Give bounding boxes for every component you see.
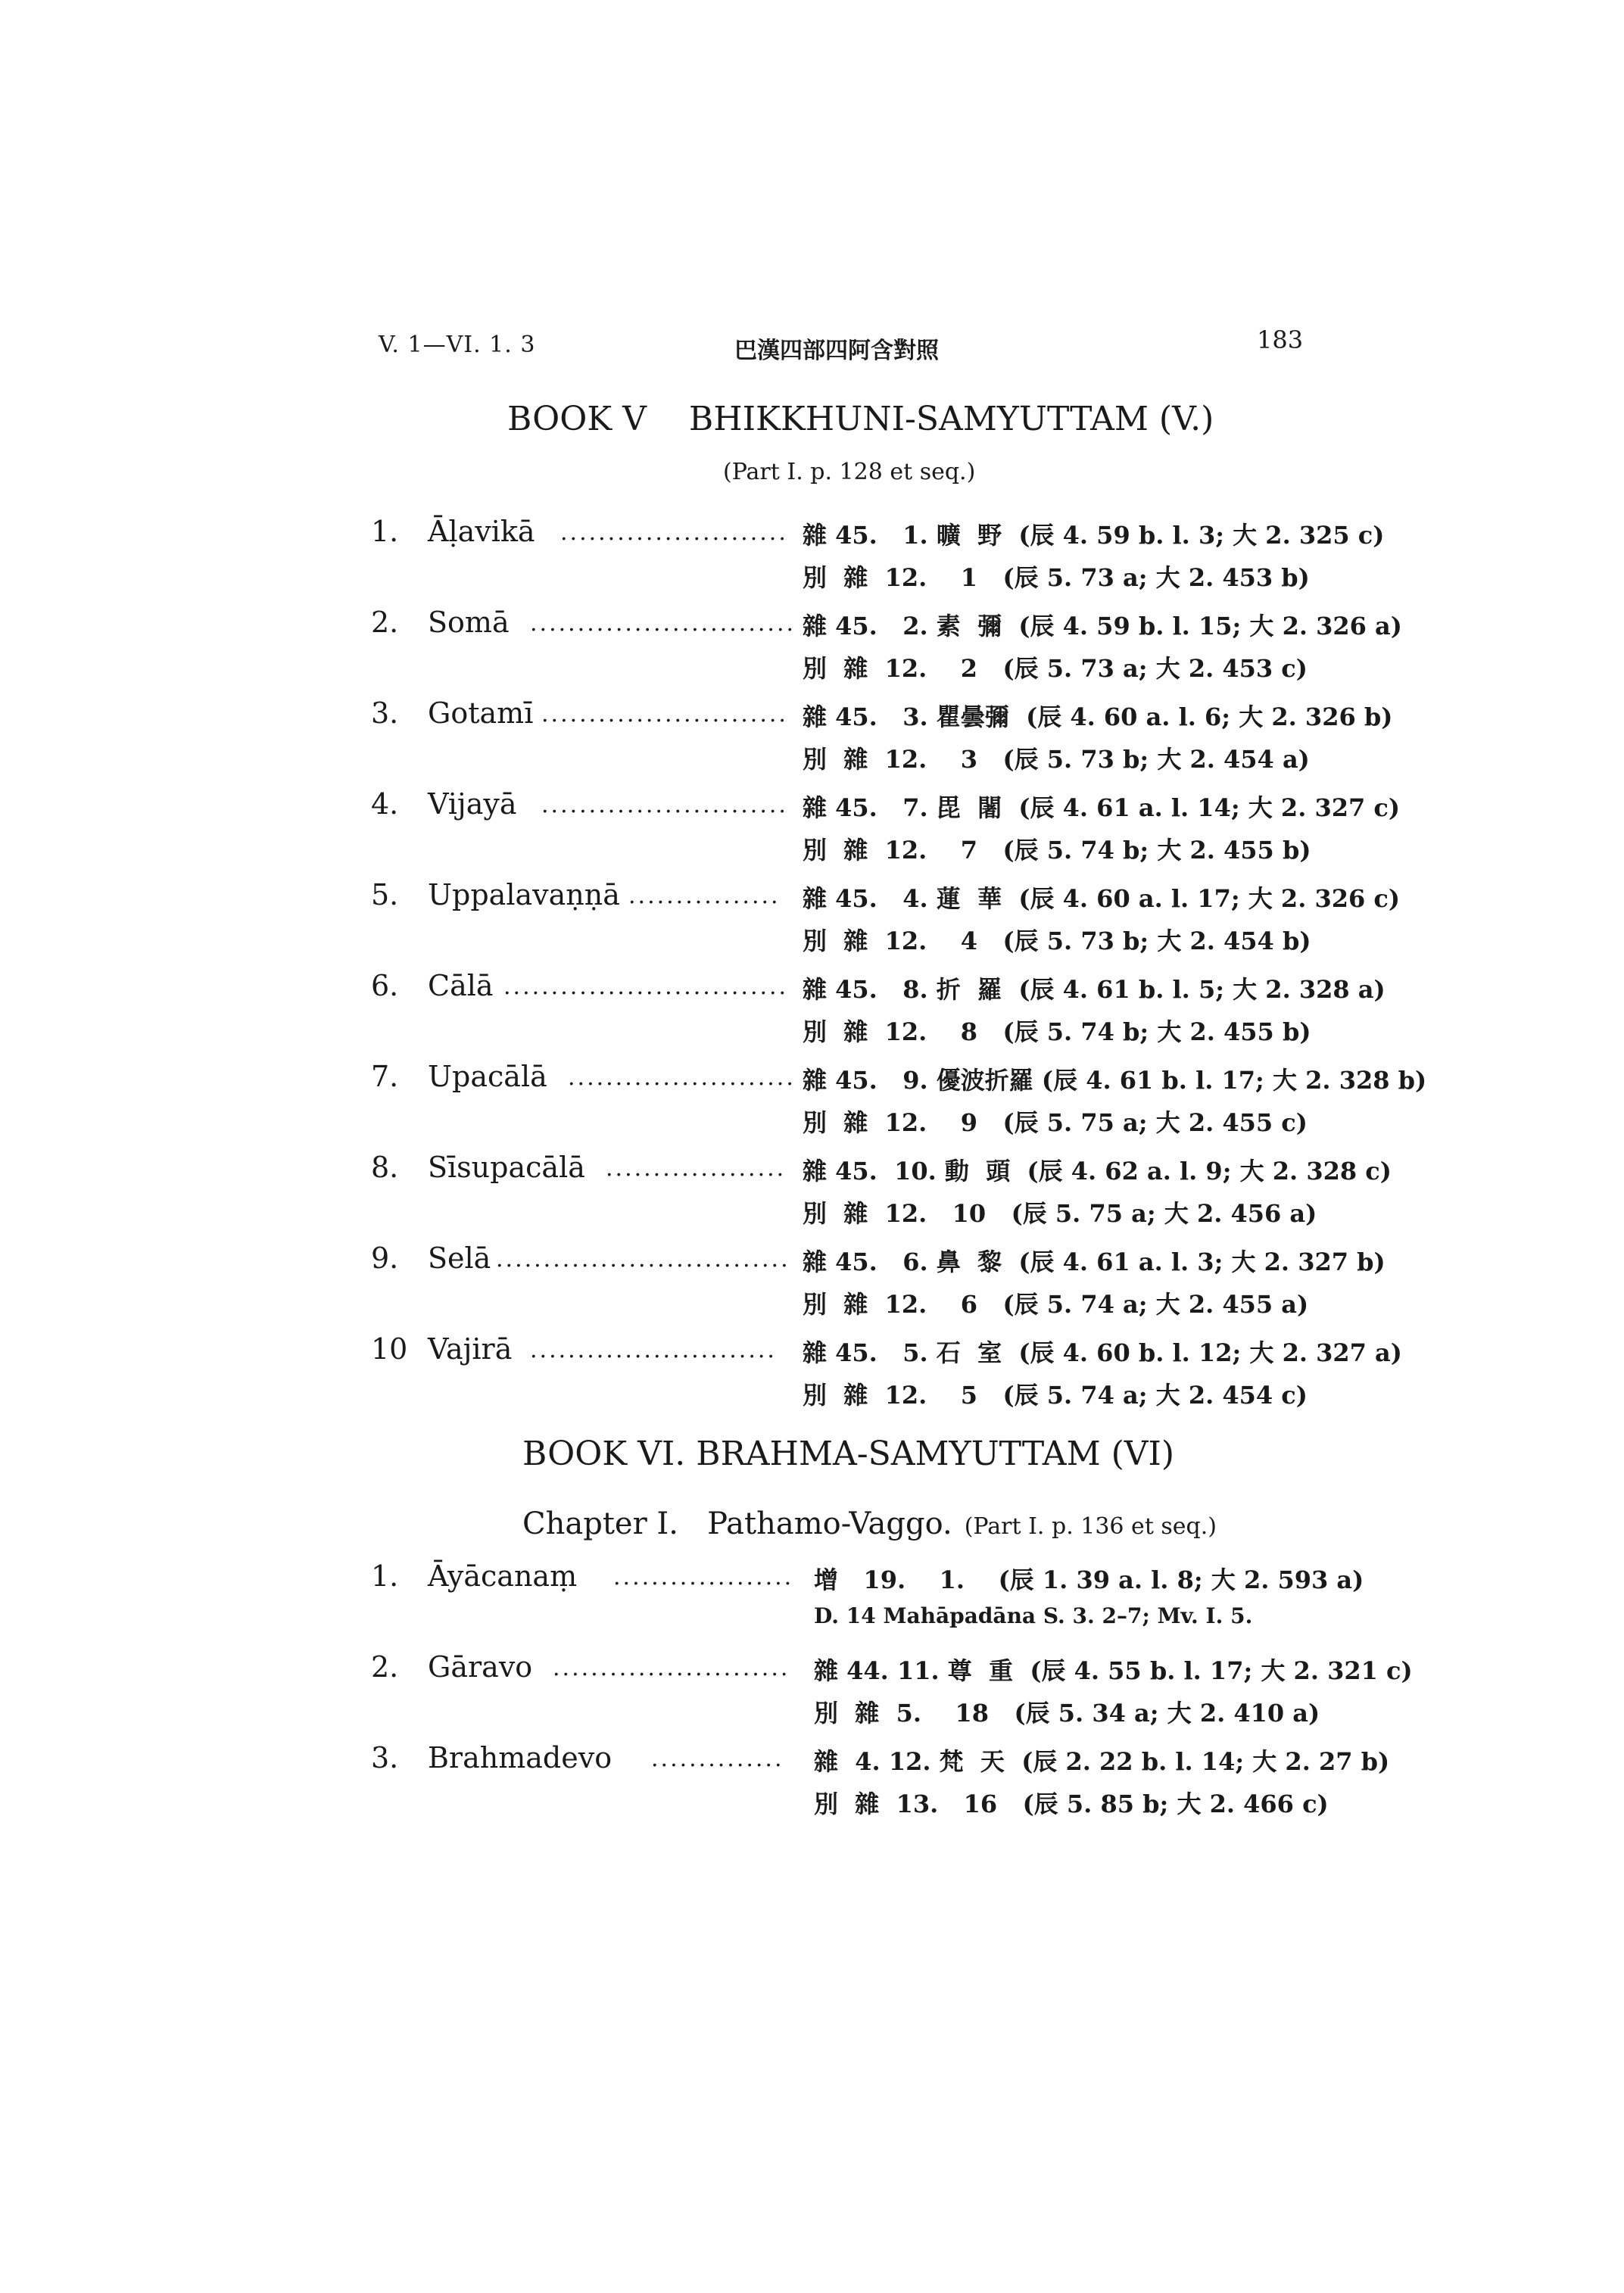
- book6-title: BOOK VI. BRAHMA-SAMYUTTAM (VI): [522, 1435, 1175, 1473]
- list-item: [0, 606, 1624, 693]
- entry-sub-row: [0, 740, 1624, 778]
- entry-name: Uppalavaṇṇā: [428, 878, 620, 911]
- dot-leader: ...................: [606, 1155, 787, 1182]
- entry-sub-row: [0, 831, 1624, 869]
- entry-source-reference: 雜 45. 1. 曠 野 (辰 4. 59 b. l. 3; 大 2. 325 c): [803, 521, 1385, 550]
- entry-source-reference: 雜 45. 4. 蓮 華 (辰 4. 60 a. l. 17; 大 2. 326 c): [803, 884, 1401, 913]
- entry-name: Sīsupacālā: [428, 1151, 585, 1184]
- entry-parallel-reference: 別 雜 12. 2 (辰 5. 73 a; 大 2. 453 c): [803, 654, 1308, 683]
- entry-sub-row: [0, 1285, 1624, 1323]
- entry-sub-row: [0, 1013, 1624, 1051]
- entry-number: 3.: [371, 696, 399, 730]
- entry-name: Gāravo: [428, 1650, 533, 1684]
- entry-source-reference: 雜 45. 7. 毘 闍 (辰 4. 61 a. l. 14; 大 2. 327 c): [803, 793, 1401, 822]
- list-item: [0, 515, 1624, 603]
- entry-main-row: [0, 515, 1624, 553]
- entry-name: Somā: [428, 606, 510, 639]
- entry-name: Selā: [428, 1242, 491, 1275]
- entry-parallel-reference: 別 雜 13. 16 (辰 5. 85 b; 大 2. 466 c): [814, 1790, 1329, 1818]
- book5-part-reference: (Part I. p. 128 et seq.): [723, 459, 976, 485]
- entry-parallel-reference: 別 雜 12. 10 (辰 5. 75 a; 大 2. 456 a): [803, 1199, 1317, 1228]
- book5-title: BOOK V BHIKKHUNI-SAMYUTTAM (V.): [507, 400, 1214, 438]
- list-item: [0, 696, 1624, 784]
- entry-sub-row: [0, 922, 1624, 960]
- list-item: [0, 1559, 1624, 1647]
- entry-source-reference: 雜 45. 2. 素 彌 (辰 4. 59 b. l. 15; 大 2. 326 a): [803, 612, 1402, 640]
- dot-leader: ..............: [651, 1746, 784, 1772]
- entry-main-row: [0, 1151, 1624, 1189]
- entry-main-row: [0, 787, 1624, 825]
- list-item: [0, 787, 1624, 875]
- dot-leader: ............................: [530, 610, 796, 637]
- entry-number: 7.: [371, 1060, 399, 1093]
- entry-source-reference: 雜 45. 5. 石 室 (辰 4. 60 b. l. 12; 大 2. 327 a): [803, 1338, 1402, 1367]
- entry-source-reference: 雜 45. 3. 瞿曇彌 (辰 4. 60 a. l. 6; 大 2. 326 b): [803, 703, 1393, 731]
- entry-name: Brahmadevo: [428, 1741, 613, 1774]
- entry-sub-row: [0, 1195, 1624, 1232]
- entry-main-row: [0, 878, 1624, 916]
- header-title: 巴漢四部四阿含對照: [734, 338, 939, 364]
- entry-name: Āḷavikā: [428, 515, 535, 548]
- header-section-range: V. 1—VI. 1. 3: [379, 332, 536, 358]
- entry-sub-row: [0, 1694, 1624, 1732]
- entry-parallel-reference: 別 雜 12. 4 (辰 5. 73 b; 大 2. 454 b): [803, 927, 1311, 955]
- chapter-heading: [522, 1506, 1217, 1541]
- entry-number: 2.: [371, 606, 399, 639]
- dot-leader: ...................: [613, 1564, 794, 1590]
- entry-number: 5.: [371, 878, 399, 911]
- entry-parallel-reference: 別 雜 5. 18 (辰 5. 34 a; 大 2. 410 a): [814, 1699, 1320, 1728]
- chapter-part-reference: (Part I. p. 136 et seq.): [964, 1513, 1217, 1540]
- chapter-title: Chapter I. Pathamo-Vaggo.: [522, 1506, 952, 1541]
- entry-number: 1.: [371, 1559, 399, 1593]
- entry-number: 6.: [371, 969, 399, 1002]
- dot-leader: ..........................: [541, 792, 788, 818]
- entry-main-row: [0, 1332, 1624, 1370]
- list-item: [0, 1332, 1624, 1420]
- entry-parallel-reference: 別 雜 12. 3 (辰 5. 73 b; 大 2. 454 a): [803, 745, 1310, 774]
- dot-leader: ..........................: [530, 1337, 777, 1363]
- list-item: [0, 1741, 1624, 1829]
- dot-leader: ........................: [568, 1064, 796, 1091]
- page-number: 183: [1257, 326, 1304, 354]
- entry-name: Āyācanaṃ: [428, 1559, 578, 1593]
- entry-name: Vijayā: [428, 787, 517, 821]
- entry-parallel-reference: 別 雜 12. 8 (辰 5. 74 b; 大 2. 455 b): [803, 1017, 1311, 1046]
- entry-sub-row: [0, 650, 1624, 687]
- list-item: [0, 1151, 1624, 1238]
- entry-number: 8.: [371, 1151, 399, 1184]
- dot-leader: ..........................: [541, 701, 788, 727]
- dot-leader: ..............................: [503, 974, 789, 1000]
- entry-sub-row: [0, 559, 1624, 597]
- list-item: [0, 1060, 1624, 1148]
- entry-name: Upacālā: [428, 1060, 547, 1093]
- entry-number: 9.: [371, 1242, 399, 1275]
- entry-number: 4.: [371, 787, 399, 821]
- entry-sub-row: [0, 1603, 1624, 1641]
- entry-main-row: [0, 1060, 1624, 1098]
- entry-name: Cālā: [428, 969, 494, 1002]
- entry-source-reference: 雜 45. 6. 鼻 黎 (辰 4. 61 a. l. 3; 大 2. 327 b): [803, 1248, 1386, 1276]
- entry-parallel-reference: D. 14 Mahāpadāna S. 3. 2–7; Mv. I. 5.: [814, 1603, 1253, 1628]
- dot-leader: .........................: [553, 1655, 790, 1681]
- entry-number: 1.: [371, 515, 399, 548]
- entry-parallel-reference: 別 雜 12. 1 (辰 5. 73 a; 大 2. 453 b): [803, 563, 1310, 592]
- entry-main-row: [0, 696, 1624, 734]
- entry-name: Gotamī: [428, 696, 534, 730]
- list-item: [0, 878, 1624, 966]
- entry-main-row: [0, 1650, 1624, 1688]
- entry-source-reference: 雜 45. 8. 折 羅 (辰 4. 61 b. l. 5; 大 2. 328 a): [803, 975, 1386, 1004]
- list-item: [0, 969, 1624, 1057]
- entry-source-reference: 雜 4. 12. 梵 天 (辰 2. 22 b. l. 14; 大 2. 27 b): [814, 1747, 1390, 1776]
- list-item: [0, 1650, 1624, 1738]
- entry-number: 10: [371, 1332, 408, 1366]
- entry-sub-row: [0, 1785, 1624, 1823]
- entry-main-row: [0, 1559, 1624, 1597]
- dot-leader: ...............................: [496, 1246, 790, 1273]
- entry-parallel-reference: 別 雜 12. 5 (辰 5. 74 a; 大 2. 454 c): [803, 1381, 1308, 1410]
- entry-source-reference: 雜 45. 9. 優波折羅 (辰 4. 61 b. l. 17; 大 2. 328 b): [803, 1066, 1427, 1095]
- entry-sub-row: [0, 1376, 1624, 1414]
- entry-parallel-reference: 別 雜 12. 7 (辰 5. 74 b; 大 2. 455 b): [803, 836, 1311, 865]
- entry-main-row: [0, 969, 1624, 1007]
- entry-parallel-reference: 別 雜 12. 6 (辰 5. 74 a; 大 2. 455 a): [803, 1290, 1309, 1319]
- entry-main-row: [0, 1741, 1624, 1779]
- dot-leader: ........................: [560, 519, 788, 546]
- entry-source-reference: 雜 44. 11. 尊 重 (辰 4. 55 b. l. 17; 大 2. 321 c): [814, 1656, 1413, 1685]
- dot-leader: ................: [628, 883, 781, 909]
- entry-number: 3.: [371, 1741, 399, 1774]
- list-item: [0, 1242, 1624, 1329]
- entry-name: Vajirā: [428, 1332, 513, 1366]
- entry-source-reference: 雜 45. 10. 動 頭 (辰 4. 62 a. l. 9; 大 2. 328 c): [803, 1157, 1392, 1185]
- entry-parallel-reference: 別 雜 12. 9 (辰 5. 75 a; 大 2. 455 c): [803, 1108, 1308, 1137]
- entry-number: 2.: [371, 1650, 399, 1684]
- page-header: [379, 326, 1363, 377]
- entry-main-row: [0, 606, 1624, 643]
- entry-source-reference: 增 19. 1. (辰 1. 39 a. l. 8; 大 2. 593 a): [814, 1566, 1364, 1594]
- entry-sub-row: [0, 1104, 1624, 1142]
- entry-main-row: [0, 1242, 1624, 1279]
